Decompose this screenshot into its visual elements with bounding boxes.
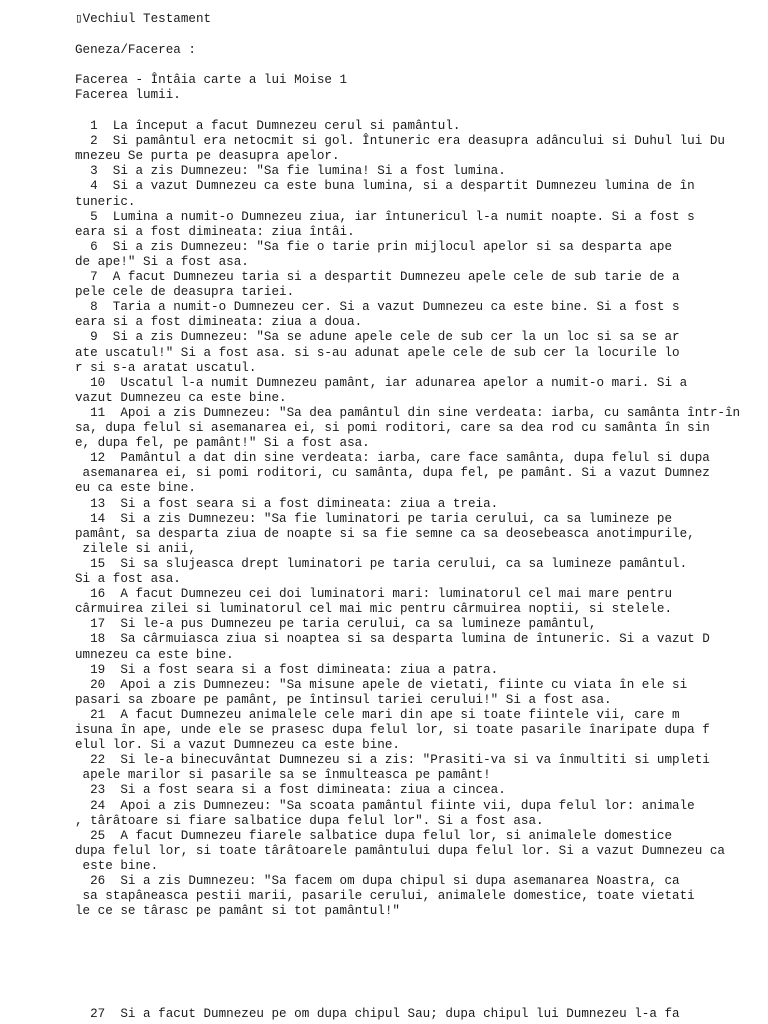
verse-line: 14 Si a zis Dumnezeu: "Sa fie luminatori pe taria cerului, ca sa lumineze pe [75,511,673,526]
chapter-title: Facerea lumii. [75,88,181,102]
verse-line: 22 Si le-a binecuvântat Dumnezeu si a zis: "Prasiti-va si va înmultiti si umpleti [75,753,710,768]
verse-line: tuneric. [75,194,136,209]
verse-line: sa stapâneasca pestii marii, pasarile cerului, animalele domestice, toate vietati [75,889,695,904]
verse-line: ate uscatul!" Si a fost asa. si s-au adunat apele cele de sub cer la locurile lo [75,345,680,360]
verse-line: 5 Lumina a numit-o Dumnezeu ziua, iar întunericul l-a numit noapte. Si a fost s [75,209,695,224]
verse-line: 13 Si a fost seara si a fost dimineata: ziua a treia. [75,496,499,511]
verse-line: pamânt, sa desparta ziua de noapte si sa fie semne ca sa deosebeasca anotimpurile, [75,526,695,541]
verse-line: eu ca este bine. [75,481,196,496]
verse-line: asemanarea ei, si pomi roditori, cu samânta, dupa fel, pe pamânt. Si a vazut Dumnez [75,466,710,481]
verse-line: mnezeu Se purta pe deasupra apelor. [75,149,340,164]
verse-line: 20 Apoi a zis Dumnezeu: "Sa misune apele de vietati, fiinte cu viata în ele si [75,677,688,692]
verse-line: 4 Si a vazut Dumnezeu ca este buna lumina, si a despartit Dumnezeu lumina de în [75,179,695,194]
verse-line: umnezeu ca este bine. [75,647,234,662]
verse-line: 10 Uscatul l-a numit Dumnezeu pamânt, iar adunarea apelor a numit-o mari. Si a [75,375,688,390]
verse-line: 8 Taria a numit-o Dumnezeu cer. Si a vazut Dumnezeu ca este bine. Si a fost s [75,300,680,315]
verse-line: 24 Apoi a zis Dumnezeu: "Sa scoata pamântul fiinte vii, dupa felul lor: animale [75,798,695,813]
testament-title: ▯Vechiul Testament [75,12,212,26]
verse-line: 25 A facut Dumnezeu fiarele salbatice dupa felul lor, si animalele domestice [75,828,673,843]
book-heading: Geneza/Facerea : [75,43,196,57]
verse-line: vazut Dumnezeu ca este bine. [75,390,287,405]
verse-line: 16 A facut Dumnezeu cei doi luminatori mari: luminatorul cel mai mare pentru [75,587,673,602]
verse-line: 12 Pamântul a dat din sine verdeata: iarba, care face samânta, dupa felul si dupa [75,451,710,466]
verse-line: 6 Si a zis Dumnezeu: "Sa fie o tarie prin mijlocul apelor si sa desparta ape [75,239,673,254]
verse-line: 26 Si a zis Dumnezeu: "Sa facem om dupa chipul si dupa asemanarea Noastra, ca [75,874,680,888]
verse-line: 18 Sa cârmuiasca ziua si noaptea si sa desparta lumina de întuneric. Si a vazut D [75,632,710,647]
verse-line: apele marilor si pasarile sa se înmulteasca pe pamânt! [75,768,491,783]
verse-line: elul lor. Si a vazut Dumnezeu ca este bine. [75,738,400,753]
verse-line: cârmuirea zilei si luminatorul cel mai mic pentru cârmuirea noptii, si stelele. [75,602,673,617]
verse-line: 9 Si a zis Dumnezeu: "Sa se adune apele cele de sub cer la un loc si sa se ar [75,330,680,345]
verse-line: este bine. [75,858,159,873]
verse-line: e, dupa fel, pe pamânt!" Si a fost asa. [75,436,370,451]
verse-line: 15 Si sa slujeasca drept luminatori pe taria cerului, ca sa lumineze pamântul. [75,556,688,571]
footer-verse-line: 27 Si a facut Dumnezeu pe om dupa chipul Sau; dupa chipul lui Dumnezeu l-a fa [75,1007,680,1021]
verse-line: 19 Si a fost seara si a fost dimineata: ziua a patra. [75,662,499,677]
verse-line: de ape!" Si a fost asa. [75,254,249,269]
verse-line: 2 Si pamântul era netocmit si gol. Întuneric era deasupra adâncului si Duhul lui Du [75,134,725,149]
verse-line: 21 A facut Dumnezeu animalele cele mari din ape si toate fiintele vii, care m [75,707,680,722]
verse-line: 11 Apoi a zis Dumnezeu: "Sa dea pamântul din sine verdeata: iarba, cu samânta într-în [75,405,741,420]
verse-line: dupa felul lor, si toate târâtoarele pamântului dupa felul lor. Si a vazut Dumnezeu ca [75,843,725,858]
verse-line: isuna în ape, unde ele se prasesc dupa felul lor, si toate pasarile înaripate dupa f [75,723,710,737]
verse-line: eara si a fost dimineata: ziua a doua. [75,315,363,330]
verse-line: 7 A facut Dumnezeu taria si a despartit Dumnezeu apele cele de sub tarie de a [75,270,680,284]
verse-line: , târâtoare si fiare salbatice dupa felul lor". Si a fost asa. [75,813,544,828]
book-title: Facerea - Întâia carte a lui Moise 1 [75,73,348,87]
verse-line: pele cele de deasupra tariei. [75,285,295,300]
verse-line: sa, dupa felul si asemanarea ei, si pomi roditori, care sa dea rod cu samânta în sin [75,421,710,435]
verse-line: 3 Si a zis Dumnezeu: "Sa fie lumina! Si a fost lumina. [75,164,506,179]
verse-line: pasari sa zboare pe pamânt, pe întinsul tariei cerului!" Si a fost asa. [75,692,612,707]
verse-line: Si a fost asa. [75,572,181,586]
verse-line: 17 Si le-a pus Dumnezeu pe taria cerului, ca sa lumineze pamântul, [75,617,597,632]
verse-line: le ce se târasc pe pamânt si tot pamântul!" [75,904,400,919]
verse-line: r si s-a aratat uscatul. [75,360,257,375]
verse-line: eara si a fost dimineata: ziua întâi. [75,224,355,239]
verse-line: 23 Si a fost seara si a fost dimineata: ziua a cincea. [75,783,506,798]
verse-line: zilele si anii, [75,541,196,556]
verse-line: 1 La început a facut Dumnezeu cerul si pamântul. [75,119,461,133]
